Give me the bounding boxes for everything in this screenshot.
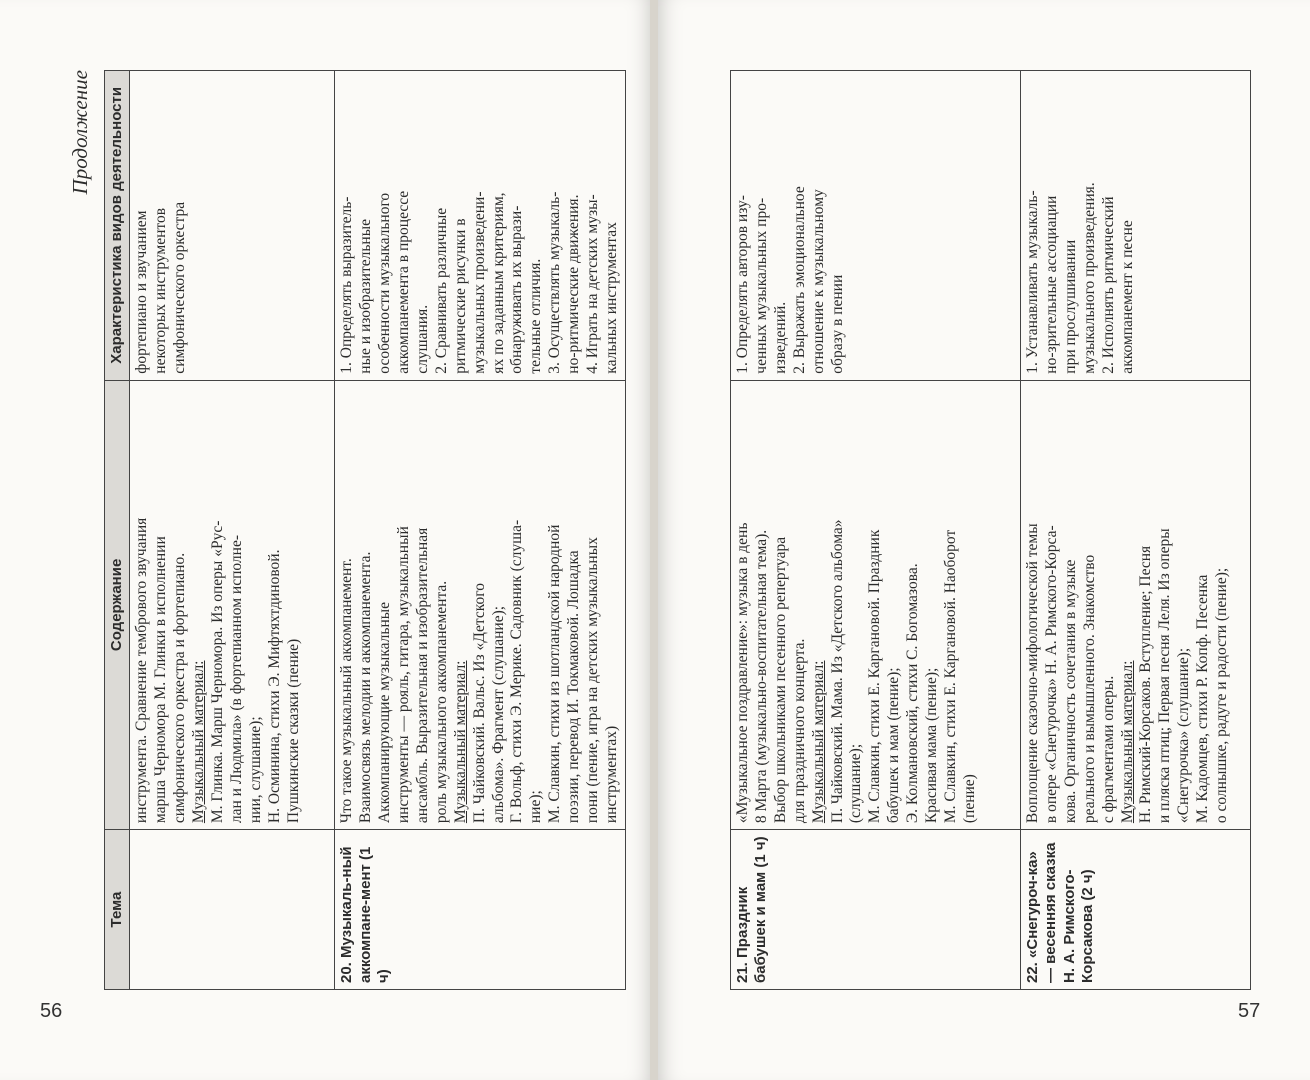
content-line: кова. Органичность сочетания в музыке xyxy=(1061,559,1079,824)
content-line: М. Славкин, стихи Е. Каргановой. Праздник xyxy=(866,529,884,824)
left-page-rotated-content xyxy=(62,70,622,990)
content-line: инструменты — рояль, гитара, музыкальный xyxy=(395,526,413,824)
content-line: Красивая мама (пение); xyxy=(923,667,941,824)
content-line: «Музыкальное поздравление»: музыка в день xyxy=(734,522,751,824)
activity-line: образу в пении xyxy=(828,274,846,374)
content-line: Н. Римский-Корсаков. Вступление; Песня xyxy=(1137,545,1155,824)
content-line: Э. Колмановский, стихи С. Богомазова. xyxy=(904,563,922,824)
left-table xyxy=(104,70,626,990)
header-topic: Тема xyxy=(105,830,130,990)
activity-line: 2. Исполнять ритмический xyxy=(1099,196,1117,374)
activity-cell xyxy=(130,71,335,381)
content-cell xyxy=(1021,380,1251,829)
table-header-row xyxy=(105,71,130,990)
content-line: о солнышке, радуге и радости (пение); xyxy=(1213,567,1231,824)
activity-line: аккомпанемента в процессе xyxy=(395,190,413,374)
content-line: инструментах) xyxy=(602,725,620,824)
continuation-label: Продолжение xyxy=(68,70,92,195)
content-line: ние); xyxy=(527,790,545,824)
content-line: Музыкальный материал: xyxy=(451,660,469,824)
activity-line: кальных инструментах xyxy=(602,222,620,374)
content-line: Пушкинские сказки (пение) xyxy=(284,638,302,824)
topic-cell: 20. Музыкаль-ный аккомпане-мент (1 ч) xyxy=(335,830,626,990)
content-line: альбома». Фрагмент (слушание); xyxy=(489,605,507,824)
activity-line: 1. Устанавливать музыкаль- xyxy=(1024,190,1041,374)
activity-line: тельные отличия. xyxy=(527,258,545,374)
content-line: инструмента. Сравнение тембрового звучания xyxy=(133,517,151,824)
activity-cell xyxy=(1021,71,1251,381)
table-row xyxy=(1021,71,1251,990)
activity-line: 4. Играть на детских музы- xyxy=(584,194,602,374)
content-line: Взаимосвязь мелодии и аккомпанемента. xyxy=(357,551,375,824)
activity-line: музыкального произведения. xyxy=(1080,182,1098,374)
content-line: М. Славкин, стихи из шотландской народной xyxy=(546,524,564,824)
content-line: (пение) xyxy=(960,774,978,824)
header-content: Содержание xyxy=(105,380,130,829)
content-line: поэзии, перевод И. Токмаковой. Лошадка xyxy=(565,550,583,824)
activity-line: при прослушивании xyxy=(1061,239,1079,374)
content-line: роль музыкального аккомпанемента. xyxy=(432,580,450,824)
content-line: Г. Вольф, стихи Э. Мерике. Садовник (слуша- xyxy=(508,519,526,824)
content-line: Музыкальный материал: xyxy=(809,660,827,824)
right-table xyxy=(730,70,1251,990)
page-number-left: 56 xyxy=(40,1000,63,1022)
activity-line: ные и изобразительные xyxy=(357,218,375,374)
activity-line: отношение к музыкальному xyxy=(809,189,827,374)
activity-line: 1. Определять авторов изу- xyxy=(734,195,751,374)
topic-cell: 22. «Снегуроч-ка» — весенняя сказка Н. А. Римского-Корсакова (2 ч) xyxy=(1021,830,1251,990)
topic-cell xyxy=(130,830,335,990)
activity-cell xyxy=(731,71,1021,381)
content-line: Воплощение сказочно-мифологической темы xyxy=(1024,523,1041,824)
left-page xyxy=(0,0,652,1080)
content-cell xyxy=(731,380,1021,829)
content-line: бабушек и мам (пение); xyxy=(885,667,903,824)
content-line: лан и Людмила» (в фортепианном исполне- xyxy=(227,535,245,824)
content-line: П. Чайковский. Вальс. Из «Детского xyxy=(470,583,488,824)
activity-line: особенности музыкального xyxy=(376,192,394,374)
content-line: П. Чайковский. Мама. Из «Детского альбома» xyxy=(828,519,846,824)
table-row xyxy=(335,71,626,990)
content-line: Н. Осминина, стихи Э. Мифтяхтдиновой. xyxy=(265,549,283,824)
content-line: марша Черномора М. Глинки в исполнении xyxy=(152,536,170,824)
activity-line: обнаруживать их вырази- xyxy=(508,205,526,374)
content-line: ансамбль. Выразительная и изобразительная xyxy=(413,527,431,824)
activity-line: симфонического оркестра xyxy=(171,201,189,374)
header-activity: Характеристика видов деятельности xyxy=(105,71,130,381)
page-number-right: 57 xyxy=(1238,1000,1261,1022)
activity-line: 1. Определять выразитель- xyxy=(338,196,356,374)
content-line: с фрагментами оперы. xyxy=(1099,675,1117,824)
activity-line: фортепиано и звучанием xyxy=(133,210,151,374)
activity-line: ченных музыкальных про- xyxy=(752,197,770,374)
content-line: нии, слушание); xyxy=(246,716,264,824)
topic-cell: 21. Праздник бабушек и мам (1 ч) xyxy=(731,830,1021,990)
content-cell xyxy=(130,380,335,829)
content-line: Выбор школьниками песенного репертуара xyxy=(771,536,789,824)
content-line: 8 Марта (музыкально-воспитательная тема). xyxy=(752,529,770,824)
activity-line: изведений. xyxy=(771,301,789,374)
activity-line: ях по заданным критериям, xyxy=(489,192,507,374)
table-row xyxy=(130,71,335,990)
activity-line: ритмические рисунки в xyxy=(451,218,469,374)
content-line: М. Глинка. Марш Черномора. Из оперы «Рус- xyxy=(208,520,226,824)
activity-line: некоторых инструментов xyxy=(152,207,170,374)
table-row xyxy=(731,71,1021,990)
activity-line: но-зрительные ассоциации xyxy=(1042,195,1060,374)
content-line: «Снегурочка» (слушание); xyxy=(1175,647,1193,824)
right-page xyxy=(658,0,1310,1080)
activity-line: 2. Сравнивать различные xyxy=(432,207,450,374)
activity-line: но-ритмические движения. xyxy=(565,194,583,374)
content-line: М. Кадомцев, стихи Р. Копф. Песенка xyxy=(1194,574,1212,824)
activity-line: 2. Выражать эмоциональное xyxy=(790,186,808,374)
activity-line: слушания. xyxy=(413,304,431,374)
content-line: Музыкальный материал: xyxy=(190,660,208,824)
content-line: (слушание); xyxy=(847,743,865,824)
content-line: и пляска птиц; Первая песня Леля. Из оперы xyxy=(1156,528,1174,824)
content-line: Что такое музыкальный аккомпанемент. xyxy=(338,558,356,824)
activity-line: аккомпанемент к песне xyxy=(1118,220,1136,374)
activity-line: 3. Осуществлять музыкаль- xyxy=(546,191,564,374)
content-line: Музыкальный материал: xyxy=(1118,660,1136,824)
content-line: реального и вымышленного. Знакомство xyxy=(1080,554,1098,824)
content-line: пони (пение, игра на детских музыкальных xyxy=(584,537,602,824)
activity-cell xyxy=(335,71,626,381)
content-line: для праздничного концерта. xyxy=(790,638,808,824)
content-line: в опере «Снегурочка» Н. А. Римского-Корса- xyxy=(1042,525,1060,824)
content-line: М. Славкин, стихи Е. Каргановой. Наоборот xyxy=(941,529,959,824)
content-cell xyxy=(335,380,626,829)
activity-line: музыкальных произведени- xyxy=(470,191,488,374)
right-page-rotated-content xyxy=(720,70,1280,990)
content-line: Аккомпанирующие музыкальные xyxy=(376,601,394,824)
content-line: симфонического оркестра и фортепиано. xyxy=(171,552,189,824)
